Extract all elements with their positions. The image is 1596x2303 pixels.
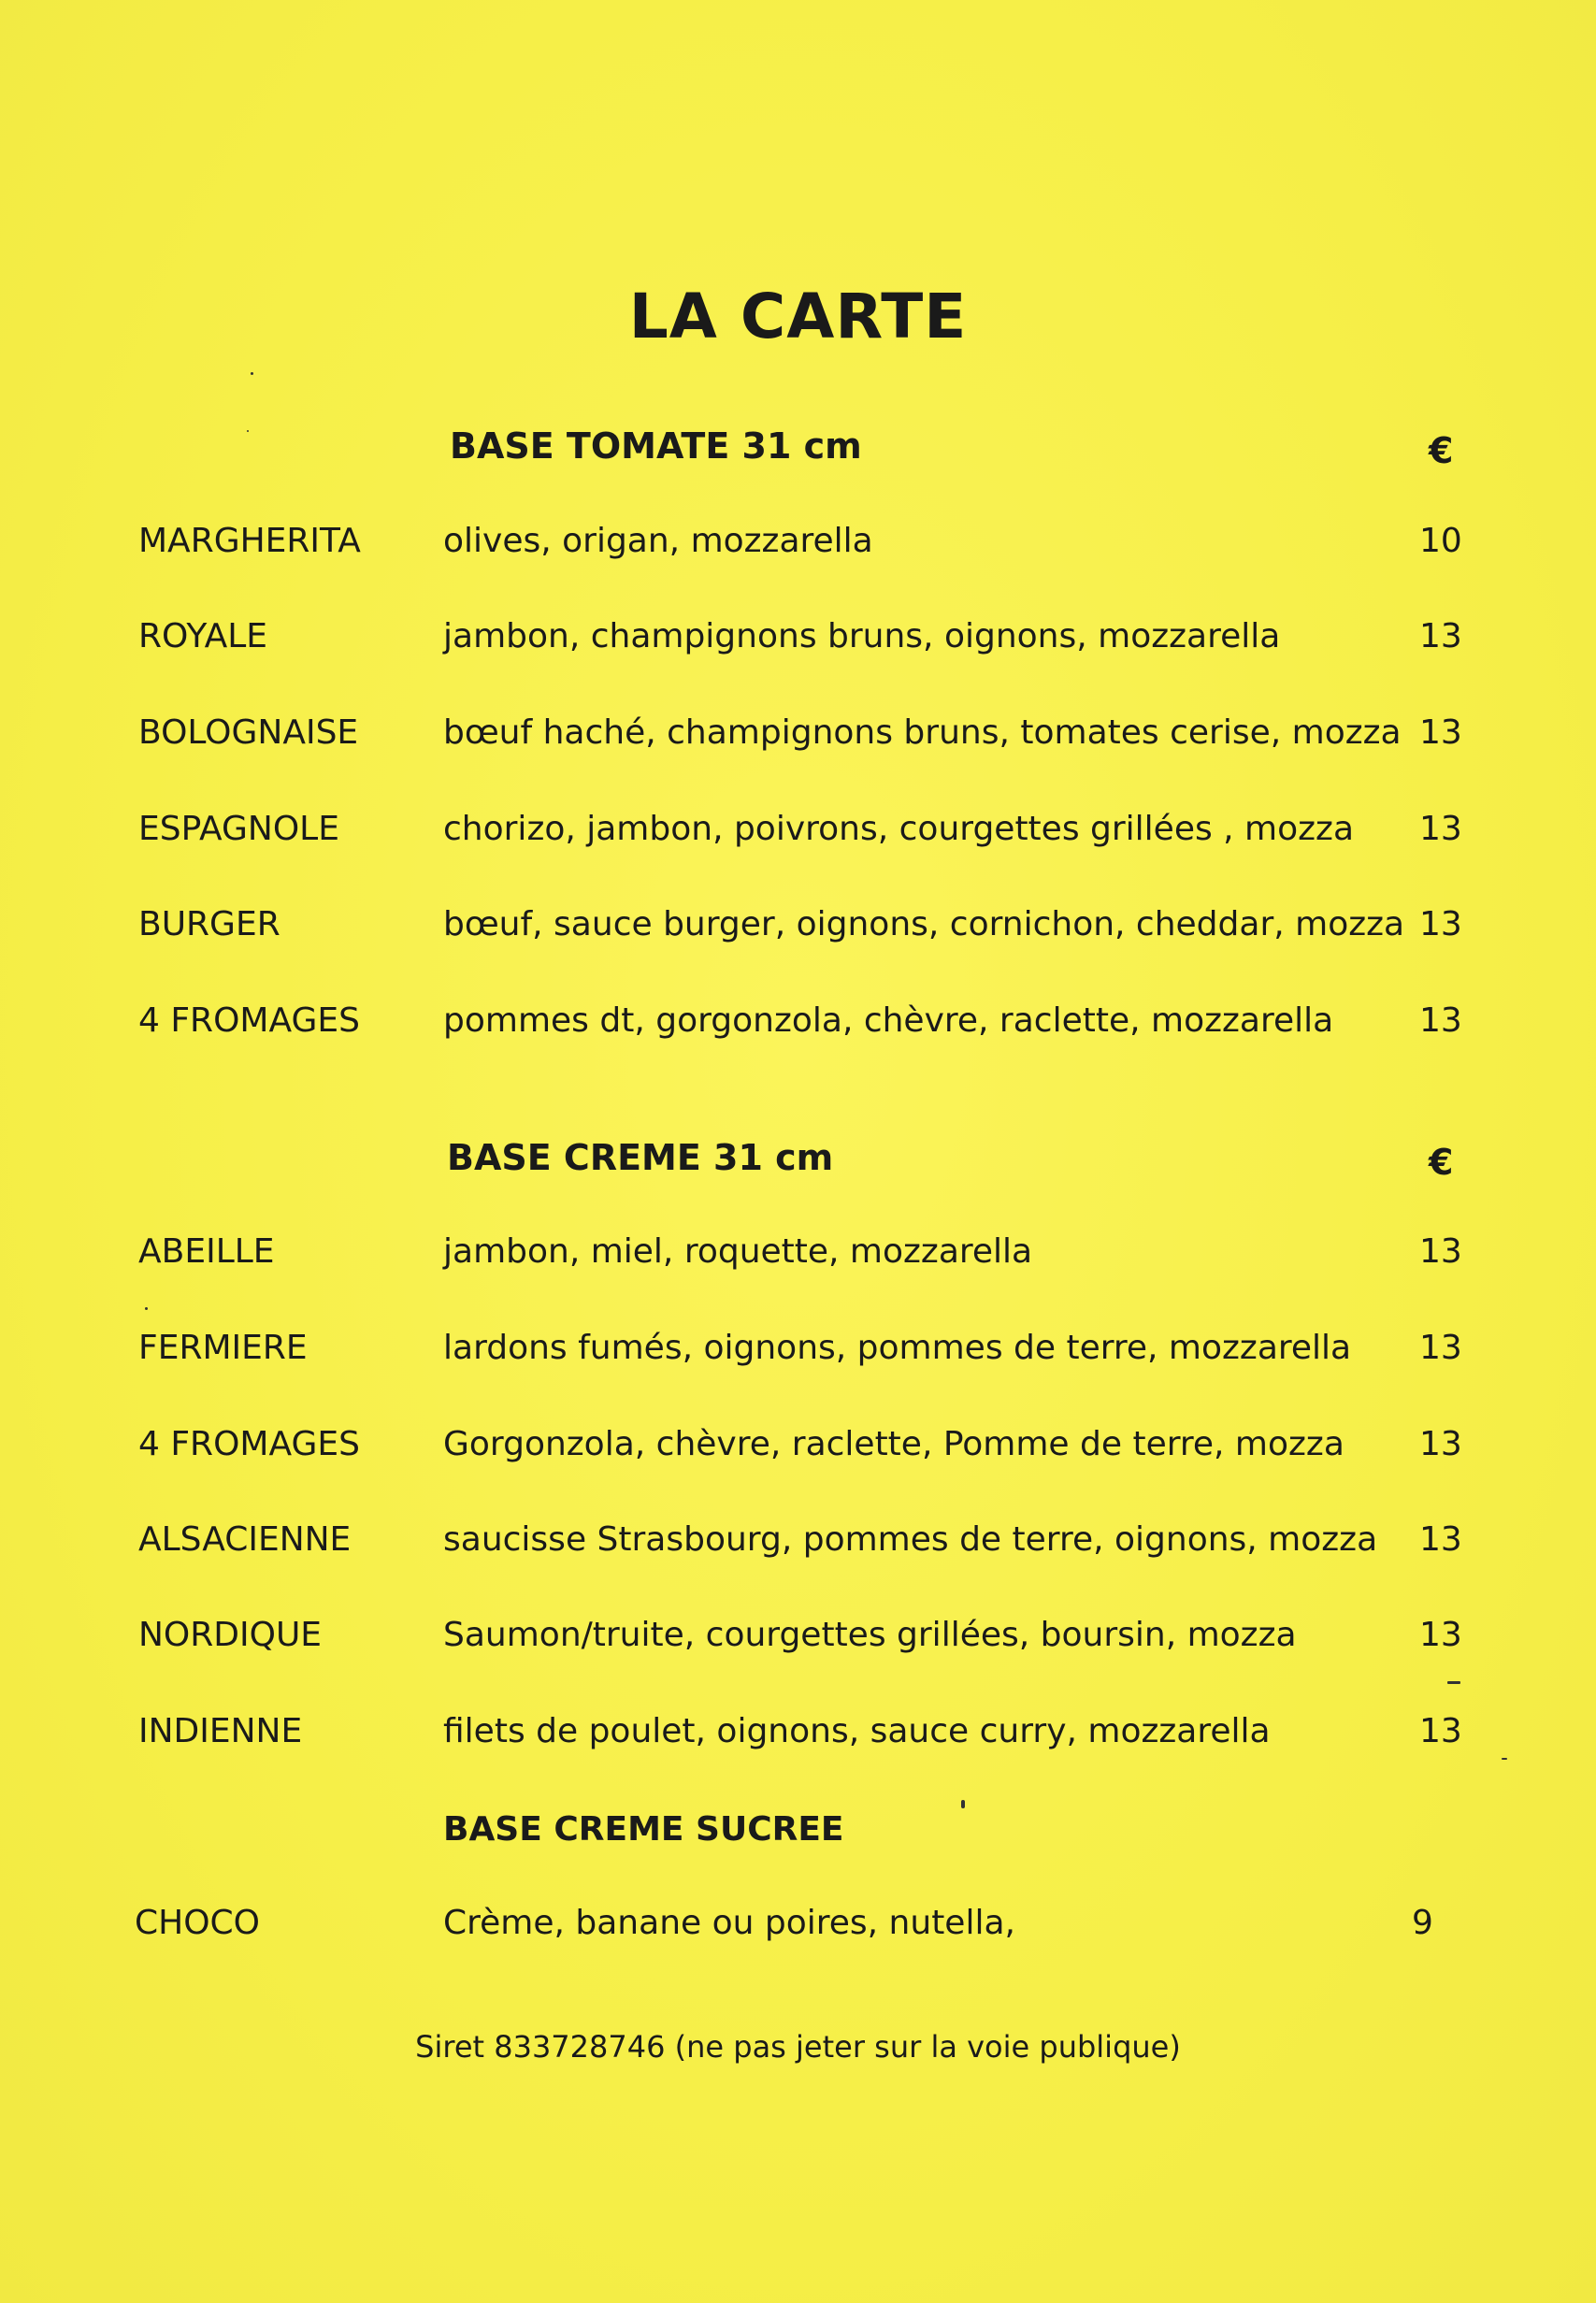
item-price: 13 bbox=[1419, 1232, 1462, 1271]
scan-speck bbox=[1447, 1681, 1460, 1684]
item-description: lardons fumés, oignons, pommes de terre, mozzarella bbox=[443, 1329, 1352, 1367]
section-heading-base-creme: BASE CREME 31 cm bbox=[447, 1137, 834, 1178]
item-name: ABEILLE bbox=[138, 1232, 275, 1271]
page-title: LA CARTE bbox=[628, 281, 968, 353]
section-currency-base-tomate: € bbox=[1429, 430, 1454, 471]
scan-speck bbox=[1502, 1758, 1507, 1760]
scan-speck bbox=[145, 1307, 148, 1310]
menu-item-row bbox=[0, 905, 1596, 961]
item-description: jambon, miel, roquette, mozzarella bbox=[443, 1232, 1033, 1271]
menu-item-row bbox=[0, 1329, 1596, 1385]
item-name: 4 FROMAGES bbox=[138, 1001, 360, 1040]
menu-item-row bbox=[0, 617, 1596, 673]
item-name: ESPAGNOLE bbox=[138, 810, 339, 848]
item-name: FERMIERE bbox=[138, 1329, 308, 1367]
item-description: bœuf haché, champignons bruns, tomates cerise, mozza bbox=[443, 713, 1402, 752]
item-price: 13 bbox=[1419, 1425, 1462, 1463]
item-name: ROYALE bbox=[138, 617, 268, 655]
item-price: 13 bbox=[1419, 1001, 1462, 1040]
item-description: Gorgonzola, chèvre, raclette, Pomme de terre, mozza bbox=[443, 1425, 1344, 1463]
item-name: ALSACIENNE bbox=[138, 1520, 352, 1559]
item-name: INDIENNE bbox=[138, 1712, 303, 1750]
item-price: 10 bbox=[1419, 522, 1462, 560]
section-heading-base-creme-sucree: BASE CREME SUCREE bbox=[443, 1810, 844, 1849]
item-price: 13 bbox=[1419, 1712, 1462, 1750]
menu-item-row bbox=[0, 1712, 1596, 1768]
scan-speck bbox=[251, 372, 253, 375]
item-description: bœuf, sauce burger, oignons, cornichon, cheddar, mozza bbox=[443, 905, 1405, 943]
item-description: olives, origan, mozzarella bbox=[443, 522, 873, 560]
scan-speck bbox=[961, 1800, 965, 1808]
item-price: 13 bbox=[1419, 617, 1462, 655]
menu-item-row bbox=[0, 1001, 1596, 1058]
menu-item-row bbox=[0, 1520, 1596, 1576]
item-price: 13 bbox=[1419, 713, 1462, 752]
item-price: 13 bbox=[1419, 1520, 1462, 1559]
section-currency-base-creme: € bbox=[1429, 1142, 1454, 1183]
item-name: MARGHERITA bbox=[138, 522, 361, 560]
item-description: saucisse Strasbourg, pommes de terre, oignons, mozza bbox=[443, 1520, 1378, 1559]
item-description: filets de poulet, oignons, sauce curry, mozzarella bbox=[443, 1712, 1271, 1750]
item-description: Crème, banane ou poires, nutella, bbox=[443, 1904, 1015, 1942]
item-description: Saumon/truite, courgettes grillées, boursin, mozza bbox=[443, 1616, 1297, 1654]
menu-item-row bbox=[0, 810, 1596, 866]
menu-item-row bbox=[0, 713, 1596, 770]
item-name: NORDIQUE bbox=[138, 1616, 323, 1654]
item-description: jambon, champignons bruns, oignons, mozzarella bbox=[443, 617, 1281, 655]
footer-note: Siret 833728746 (ne pas jeter sur la voie publique) bbox=[415, 2029, 1181, 2065]
item-description: pommes dt, gorgonzola, chèvre, raclette, mozzarella bbox=[443, 1001, 1334, 1040]
menu-item-row bbox=[0, 1232, 1596, 1288]
item-name: BOLOGNAISE bbox=[138, 713, 359, 752]
scan-speck bbox=[247, 430, 249, 432]
item-price: 9 bbox=[1412, 1904, 1433, 1942]
item-name: CHOCO bbox=[135, 1904, 261, 1942]
menu-item-row bbox=[0, 522, 1596, 578]
section-heading-base-tomate: BASE TOMATE 31 cm bbox=[450, 425, 862, 467]
item-price: 13 bbox=[1419, 810, 1462, 848]
item-description: chorizo, jambon, poivrons, courgettes grillées , mozza bbox=[443, 810, 1355, 848]
item-price: 13 bbox=[1419, 905, 1462, 943]
item-price: 13 bbox=[1419, 1329, 1462, 1367]
item-price: 13 bbox=[1419, 1616, 1462, 1654]
menu-item-row bbox=[0, 1425, 1596, 1481]
item-name: BURGER bbox=[138, 905, 280, 943]
menu-item-row bbox=[0, 1616, 1596, 1672]
item-name: 4 FROMAGES bbox=[138, 1425, 360, 1463]
menu-item-row bbox=[0, 1904, 1596, 1960]
